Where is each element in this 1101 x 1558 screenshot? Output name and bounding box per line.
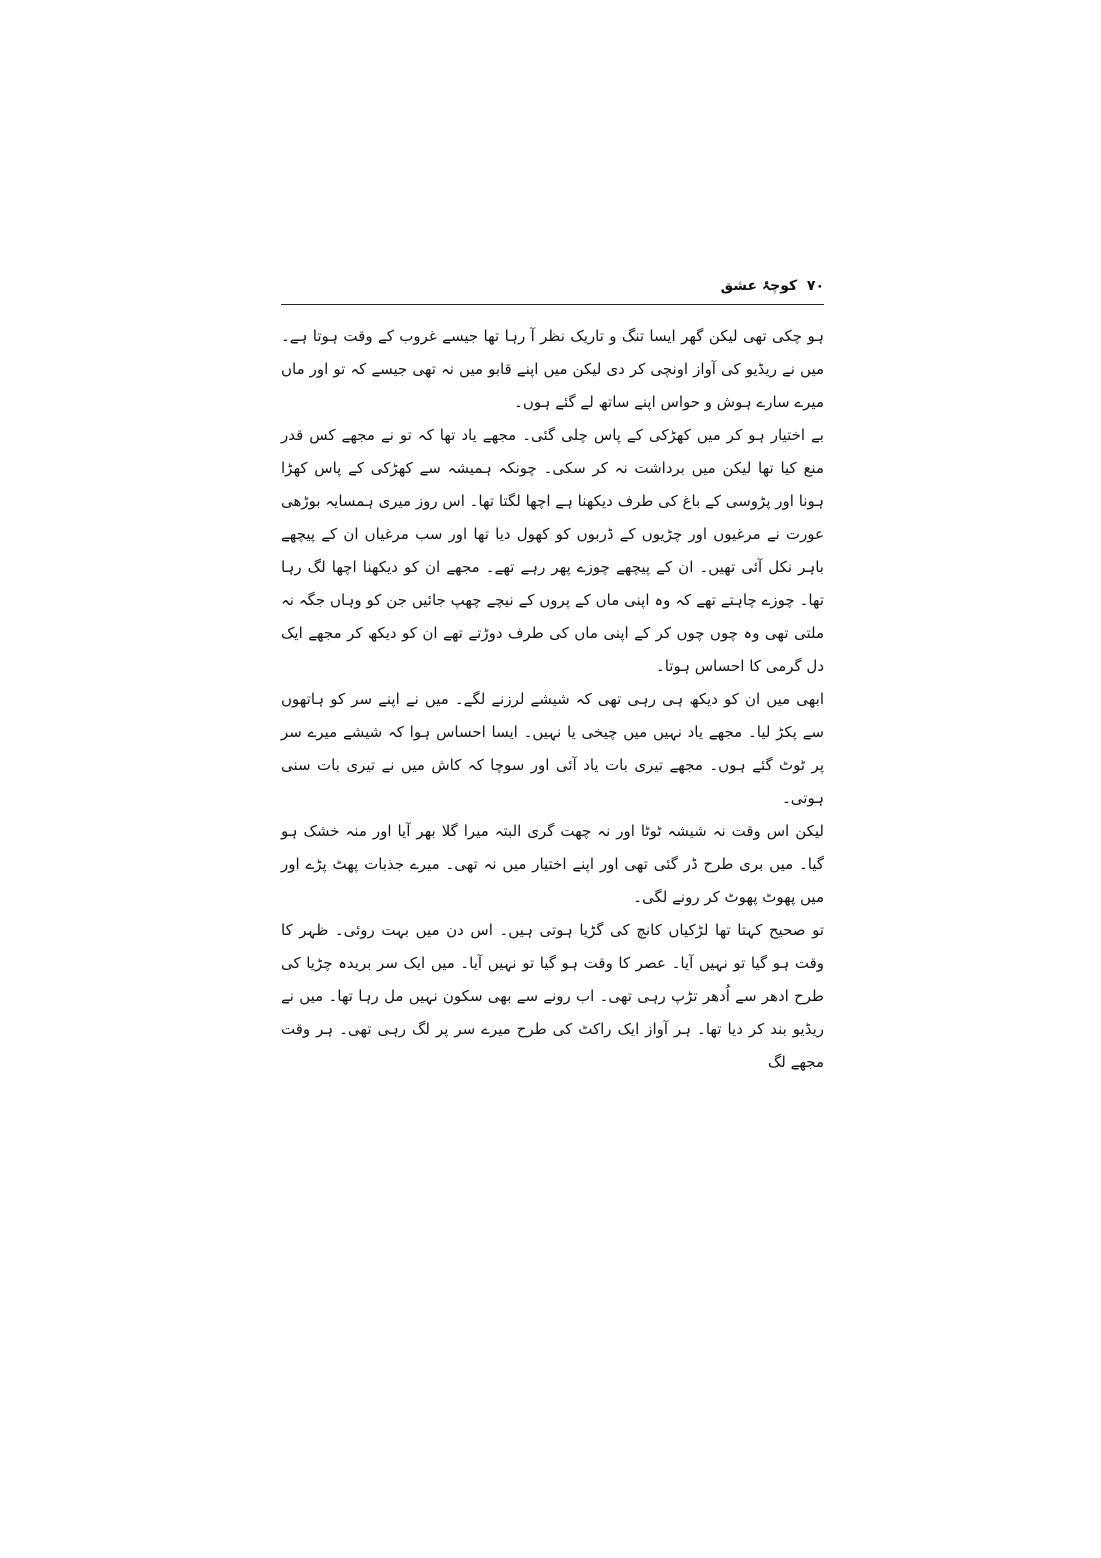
page-number: ۷۰ [806,278,824,294]
paragraph-2: بے اختیار ہو کر میں کھڑکی کے پاس چلی گئی۔ مجھے یاد تھا کہ تو نے مجھے کس قدر منع کیا تھا لیکن میں برداشت نہ کر سکی۔ چونکہ ہمیشہ سے کھڑکی کے پاس کھڑا ہونا اور پڑوسی کے باغ کی طرف دیکھنا ہے اچھا لگتا تھا۔ اس روز میری ہمسایہ بوڑھی عورت نے مرغیوں اور چڑیوں کے ڈربوں کو کھول دیا تھا اور سب مرغیاں ان کے پیچھے باہر نکل آئی تھیں۔ ان کے پیچھے چوزے پھر رہے تھے۔ مجھے ان کو دیکھنا اچھا لگ رہا تھا۔ چوزے چاہتے تھے کہ وہ اپنی ماں کے پروں کے نیچے چھپ جائیں جن کو وہاں جگہ نہ ملتی تھی وہ چوں چوں کر کے اپنی ماں کی طرف دوڑتے تھے ان کو دیکھ کر مجھے ایک دل گرمی کا احساس ہوتا۔ [281,426,824,675]
header-divider [281,304,824,305]
body-text [281,320,824,1079]
paragraph-3: ابھی میں ان کو دیکھ ہی رہی تھی کہ شیشے لرزنے لگے۔ میں نے اپنے سر کو ہاتھوں سے پکڑ لیا۔ مجھے یاد نہیں میں چیخی یا نہیں۔ ایسا احساس ہوا کہ شیشے میرے سر پر ٹوٹ گئے ہوں۔ مجھے تیری بات یاد آئی اور سوچا کہ کاش میں نے تیری بات سنی ہوتی۔ [281,690,824,807]
running-header [721,278,824,294]
book-title: کوچۂ عشق [720,278,798,294]
page-header [281,278,824,304]
paragraph-5: تو صحیح کہتا تھا لڑکیاں کانچ کی گڑیا ہوتی ہیں۔ اس دن میں بہت روئی۔ ظہر کا وقت ہو گیا تو نہیں آیا۔ عصر کا وقت ہو گیا تو نہیں آیا۔ میں ایک سر بریدہ چڑیا کی طرح ادھر سے اُدھر تڑپ رہی تھی۔ اب رونے سے بھی سکون نہیں مل رہا تھا۔ میں نے ریڈیو بند کر دیا تھا۔ ہر آواز ایک راکٹ کی طرح میرے سر پر لگ رہی تھی۔ ہر وقت مجھے لگ [281,921,824,1071]
paragraph-1: ہو چکی تھی لیکن گھر ایسا تنگ و تاریک نظر آ رہا تھا جیسے غروب کے وقت ہوتا ہے۔ میں نے ریڈیو کی آواز اونچی کر دی لیکن میں اپنے قابو میں نہ تھی جیسے کہ تو اور ماں میرے سارے ہوش و حواس اپنے ساتھ لے گئے ہوں۔ [281,327,824,411]
paragraph-4: لیکن اس وقت نہ شیشہ ٹوٹا اور نہ چھت گری البتہ میرا گلا بھر آیا اور منہ خشک ہو گیا۔ میں بری طرح ڈر گئی تھی اور اپنے اختیار میں نہ تھی۔ میرے جذبات پھٹ پڑے اور میں پھوٹ پھوٹ کر رونے لگی۔ [281,822,824,906]
